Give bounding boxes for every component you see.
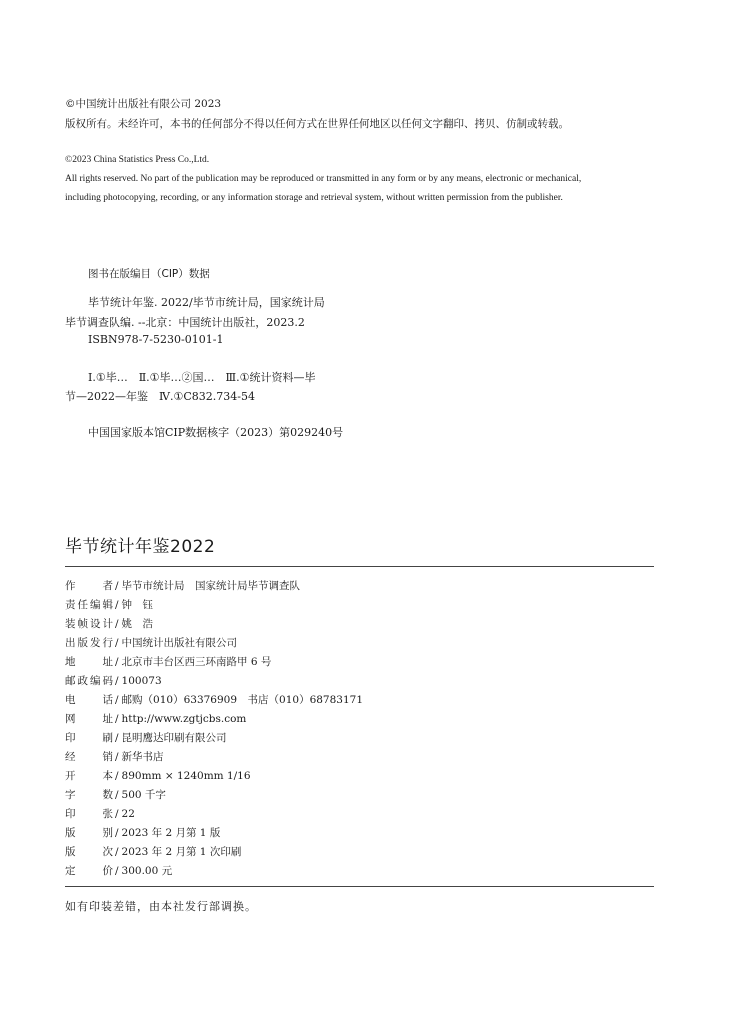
- footer-divider: [65, 886, 654, 887]
- footer-note: 如有印装差错，由本社发行部调换。: [65, 900, 257, 913]
- spec-separator: /: [115, 637, 119, 649]
- spec-row: [65, 862, 363, 881]
- spec-value: 钟 钰: [121, 599, 154, 611]
- spec-row: [65, 634, 363, 653]
- title-divider: [65, 566, 654, 567]
- spec-separator: /: [115, 599, 119, 611]
- spec-separator: /: [115, 751, 119, 763]
- book-title: 毕节统计年鉴2022: [65, 537, 216, 557]
- spec-value: 500 千字: [121, 789, 166, 801]
- spec-value: 890mm × 1240mm 1/16: [121, 770, 251, 782]
- spec-row: [65, 805, 363, 824]
- cip-line-4: Ⅰ.①毕… Ⅱ.①毕…②国… Ⅲ.①统计资料—毕: [88, 371, 316, 384]
- spec-label: 电话: [65, 694, 113, 706]
- spec-row: [65, 767, 363, 786]
- spec-label: 版次: [65, 846, 113, 858]
- spec-label: 开本: [65, 770, 113, 782]
- cip-line-6: 中国国家版本馆CIP数据核字（2023）第029240号: [88, 426, 344, 439]
- spec-label: 字数: [65, 789, 113, 801]
- spec-label: 定价: [65, 865, 113, 877]
- spec-label: 地址: [65, 656, 113, 668]
- copyright-cn-line-1: ©中国统计出版社有限公司 2023: [65, 98, 222, 110]
- spec-value: 300.00 元: [121, 865, 173, 877]
- spec-row: [65, 843, 363, 862]
- spec-row: [65, 729, 363, 748]
- spec-separator: /: [115, 827, 119, 839]
- spec-separator: /: [115, 618, 119, 630]
- spec-value: 昆明鹰达印刷有限公司: [121, 732, 227, 744]
- spec-separator: /: [115, 713, 119, 725]
- spec-value: 2023 年 2 月第 1 次印刷: [121, 846, 242, 858]
- spec-label: 经销: [65, 751, 113, 763]
- spec-row: [65, 748, 363, 767]
- spec-row: [65, 672, 363, 691]
- spec-separator: /: [115, 675, 119, 687]
- spec-label: 版别: [65, 827, 113, 839]
- spec-separator: /: [115, 789, 119, 801]
- spec-separator: /: [115, 694, 119, 706]
- spec-value: 毕节市统计局 国家统计局毕节调查队: [121, 580, 301, 592]
- copyright-en-line-2: All rights reserved. No part of the publication may be reproduced or transmitted in any form or by any means, electronic or mechanical,: [65, 174, 582, 184]
- spec-value: 新华书店: [121, 751, 164, 763]
- spec-row: [65, 653, 363, 672]
- spec-row: [65, 824, 363, 843]
- spec-separator: /: [115, 732, 119, 744]
- spec-label: 作者: [65, 580, 113, 592]
- spec-value: 邮购（010）63376909 书店（010）68783171: [121, 694, 364, 706]
- copyright-en-line-3: including photocopying, recording, or any information storage and retrieval system, without written permission from the publisher.: [65, 193, 563, 203]
- spec-label: 印刷: [65, 732, 113, 744]
- spec-label: 责任编辑: [65, 599, 113, 611]
- spec-row: [65, 615, 363, 634]
- spec-label: 出版发行: [65, 637, 113, 649]
- spec-label: 印张: [65, 808, 113, 820]
- spec-separator: /: [115, 846, 119, 858]
- spec-separator: /: [115, 656, 119, 668]
- cip-line-2: 毕节调查队编. --北京：中国统计出版社，2023.2: [65, 316, 305, 329]
- spec-row: [65, 691, 363, 710]
- spec-separator: /: [115, 580, 119, 592]
- cip-line-5: 节—2022—年鉴 Ⅳ.①C832.734-54: [65, 390, 255, 403]
- spec-label: 装帧设计: [65, 618, 113, 630]
- spec-row: [65, 710, 363, 729]
- spec-separator: /: [115, 770, 119, 782]
- spec-row: [65, 596, 363, 615]
- spec-row: [65, 786, 363, 805]
- spec-separator: /: [115, 808, 119, 820]
- cip-line-3: ISBN978-7-5230-0101-1: [88, 333, 224, 346]
- spec-value: 2023 年 2 月第 1 版: [121, 827, 221, 839]
- spec-label: 网址: [65, 713, 113, 725]
- spec-value: 100073: [121, 675, 162, 687]
- spec-value: http://www.zgtjcbs.com: [121, 713, 247, 725]
- spec-value: 姚 浩: [121, 618, 154, 630]
- cip-heading: 图书在版编目（CIP）数据: [88, 268, 210, 280]
- spec-separator: /: [115, 865, 119, 877]
- specifications-list: [65, 577, 363, 881]
- copyright-en-line-1: ©2023 China Statistics Press Co.,Ltd.: [65, 155, 210, 165]
- spec-value: 北京市丰台区西三环南路甲 6 号: [121, 656, 272, 668]
- cip-line-1: 毕节统计年鉴. 2022/毕节市统计局，国家统计局: [88, 296, 325, 309]
- copyright-cn-line-2: 版权所有。未经许可，本书的任何部分不得以任何方式在世界任何地区以任何文字翻印、拷贝、仿制或转载。: [65, 118, 569, 130]
- spec-row: [65, 577, 363, 596]
- spec-label: 邮政编码: [65, 675, 113, 687]
- spec-value: 22: [121, 808, 135, 820]
- spec-value: 中国统计出版社有限公司: [121, 637, 238, 649]
